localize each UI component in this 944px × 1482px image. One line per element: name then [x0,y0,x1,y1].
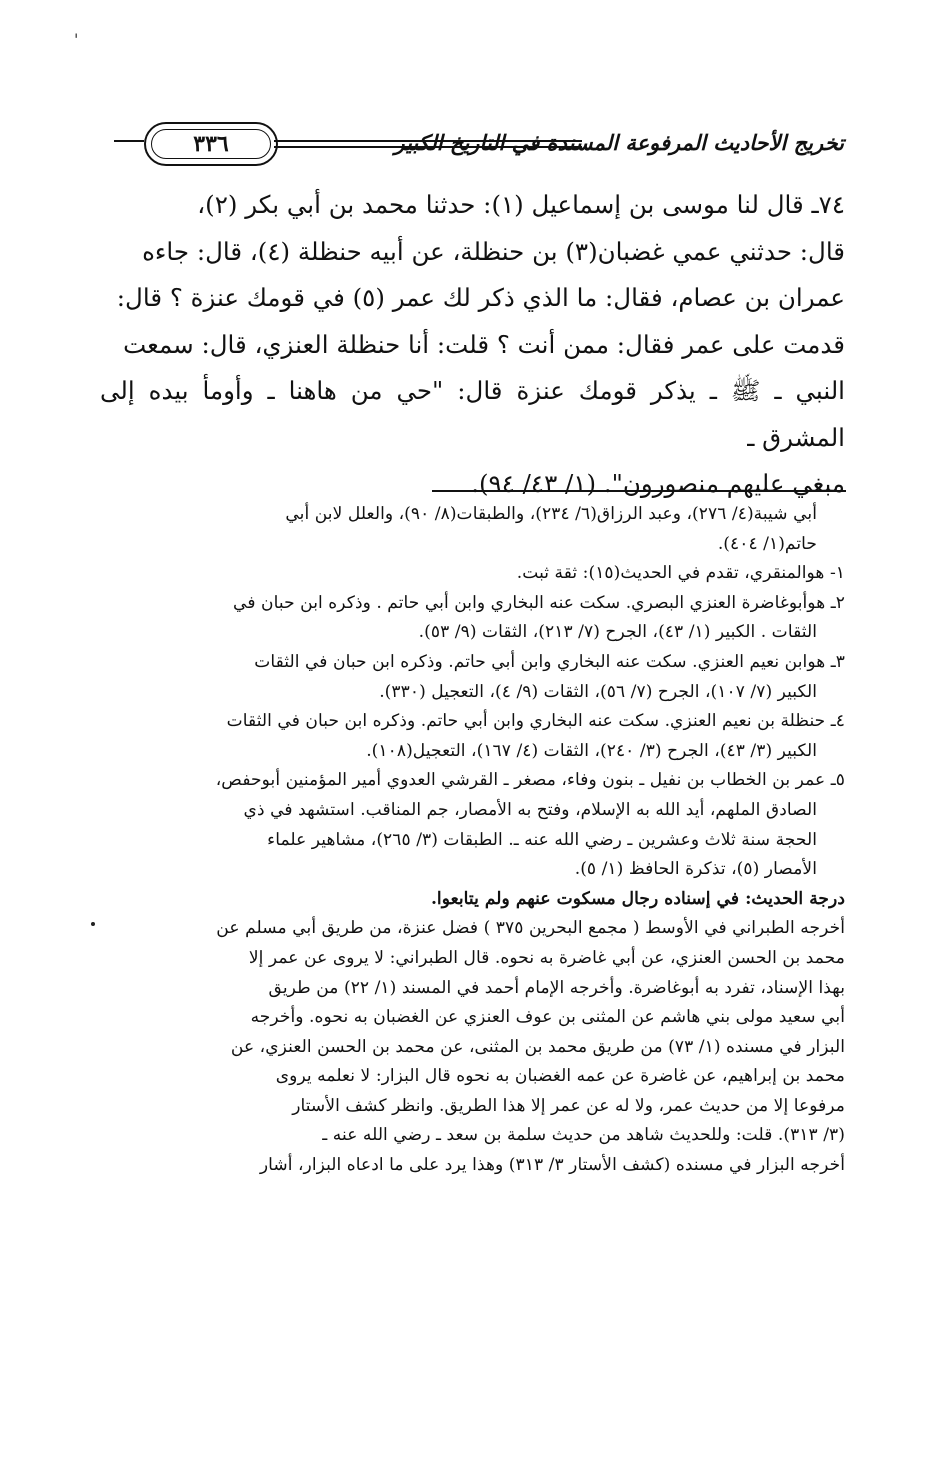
footnotes [112,500,845,1181]
footnote-5-cont: الحجة سنة ثلاث وعشرين ـ رضي الله عنه ـ. الطبقات (٣/ ٢٦٥)، مشاهير علماء [267,829,817,850]
hadith-line: قال: حدثني عمي غضبان(٣) بن حنظلة، عن أبيه حنظلة (٤)، قال: جاءه [142,236,845,266]
footnote-3: ٣ـ هوابن نعيم العنزي. سكت عنه البخاري وابن أبي حاتم. وذكره ابن حبان في الثقات [254,651,845,672]
hadith-line: عمران بن عصام، فقال: ما الذي ذكر لك عمر (٥) في قومك عنزة ؟ قال: [116,283,845,312]
takhrij-line: (٣/ ٣١٣). قلت: وللحديث شاهد من حديث سلمة بن سعد ـ رضي الله عنه ـ [322,1125,845,1146]
footnote-4: ٤ـ حنظلة بن نعيم العنزي. سكت عنه البخاري وابن أبي حاتم. وذكره ابن حبان في الثقات [226,711,845,732]
takhrij-line: محمد بن الحسن العنزي، عن أبي غاضرة به نحوه. قال الطبراني: لا يروى عن عمر إلا [248,947,845,968]
takhrij-line: أبي سعيد مولى بني هاشم عن المثنى بن عوف العنزي عن الغضبان به نحوه. وأخرجه [250,1007,845,1028]
takhrij-line: محمد بن إبراهيم، عن غاضرة عن عمه الغضبان به نحوه قال البزار: لا نعلمه يروى [275,1066,845,1087]
hadith-text [100,182,845,508]
footnote-5: ٥ـ عمر بن الخطاب بن نفيل ـ بنون وفاء، مصغر ـ القرشي العدوي أمير المؤمنين أبوحفص، [215,770,845,791]
footnote-4-cont: الكبير (٣/ ٤٣)، الجرح (٣/ ٢٤٠)، الثقات (٤/ ١٦٧)، التعجيل(١٠٨). [366,740,817,761]
takhrij-line: أخرجه الطبراني في الأوسط ( مجمع البحرين ٣٧٥ ) فضل عنزة، من طريق أبي مسلم عن [216,918,845,939]
footnote-5-cont: الصادق الملهم، أيد الله به الإسلام، وفتح به الأمصار، جم المناقب. استشهد في ذي [243,799,817,820]
footnote-2: ٢ـ هوأبوغاضرة العنزي البصري. سكت عنه البخاري وابن أبي حاتم . وذكره ابن حبان في [233,592,845,613]
hadith-grade: درجة الحديث: في إسناده رجال مسكوت عنهم ولم يتابعوا. [430,888,845,909]
running-header [114,118,844,174]
scan-speck [91,922,95,926]
footnote-3-cont: الكبير (٧/ ١٠٧)، الجرح (٧/ ٥٦)، الثقات (٩/ ٤)، التعجيل (٣٣٠). [379,681,817,702]
footnote-2-cont: الثقات . الكبير (١/ ٤٣)، الجرح (٧/ ٢١٣)، الثقات (٩/ ٥٣). [418,622,817,643]
takhrij-line: بهذا الإسناد، تفرد به أبوغاضرة. وأخرجه الإمام أحمد في المسند (١/ ٢٢) من طريق [268,977,845,998]
scan-speck: ' [74,30,79,49]
footnote-divider [432,490,846,492]
page-number: ٣٣٦ [144,122,278,166]
book-title: تخريج الأحاديث المرفوعة المسندة في التاريخ الكبير [394,130,844,155]
hadith-line: النبي ـ ﷺ ـ يذكر قومك عنزة قال: "حي من هاهنا ـ وأومأ بيده إلى المشرق ـ [100,376,845,452]
hadith-line: قدمت على عمر فقال: ممن أنت ؟ قلت: أنا حنظلة العنزي، قال: سمعت [123,329,845,359]
hadith-line: مبغي عليهم منصورون". (١/ ٤٣/ ٩٤). [471,469,845,498]
takhrij-line: مرفوعا إلا من حديث عمر، ولا له عن عمر إلا هذا الطريق. وانظر كشف الأستار [292,1095,845,1116]
takhrij-line: البزار في مسنده (١/ ٧٣) من طريق محمد بن المثنى، عن محمد بن الحسن العنزي، عن [230,1036,845,1057]
footnote-continuation: حاتم(١/ ٤٠٤). [717,533,817,554]
takhrij-line: أخرجه البزار في مسنده (كشف الأستار ٣/ ٣١٣) وهذا يرد على ما ادعاه البزار، أشار [259,1155,845,1176]
header-rule [114,140,144,142]
hadith-line: ٧٤ـ قال لنا موسى بن إسماعيل (١): حدثنا محمد بن أبي بكر (٢)، [197,190,845,219]
footnote-1: ١- هوالمنقري، تقدم في الحديث(١٥): ثقة ثبت. [516,563,845,584]
footnote-continuation: أبي شيبة(٤/ ٢٧٦)، وعبد الرزاق(٦/ ٢٣٤)، والطبقات(٨/ ٩٠)، والعلل لابن أبي [285,504,817,524]
footnote-5-cont: الأمصار (٥)، تذكرة الحافظ (١/ ٥). [574,859,817,880]
